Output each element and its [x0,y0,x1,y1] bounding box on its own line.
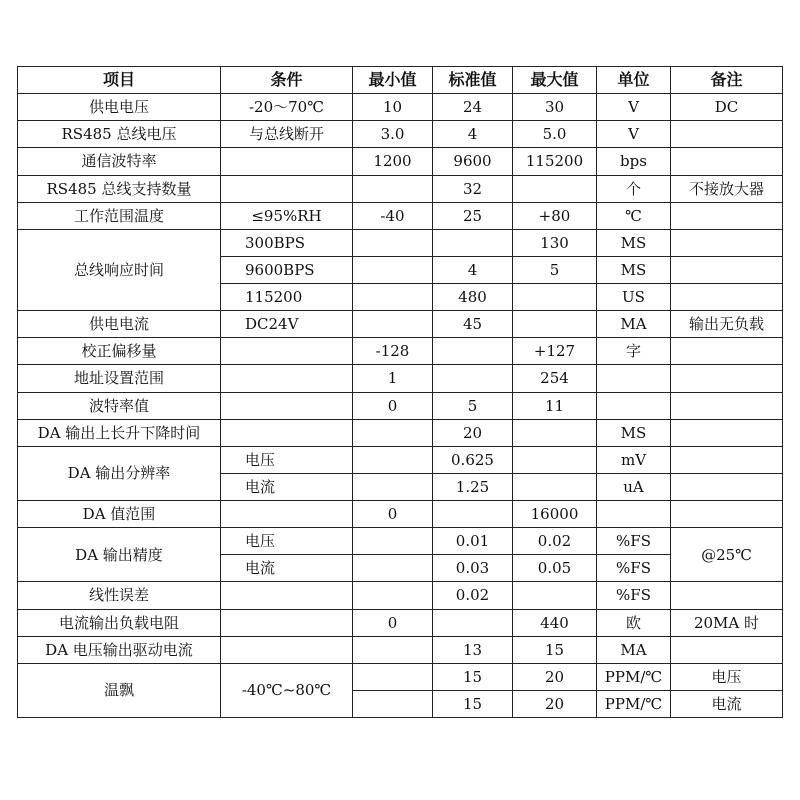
note-cell [671,338,783,365]
condition-cell: 电压 [221,446,353,473]
note-cell: 不接放大器 [671,175,783,202]
unit-cell [597,365,671,392]
item-cell: 波特率值 [18,392,221,419]
note-cell [671,284,783,311]
note-cell [671,419,783,446]
table-row [18,501,783,528]
max-cell [513,175,597,202]
note-cell [671,148,783,175]
note-cell [671,202,783,229]
note-cell [671,582,783,609]
typical-cell: 15 [433,690,513,717]
max-cell: 30 [513,94,597,121]
min-cell [353,284,433,311]
min-cell: 0 [353,501,433,528]
max-cell: 20 [513,663,597,690]
table-row [18,311,783,338]
condition-cell [221,148,353,175]
note-cell [671,473,783,500]
typical-cell: 20 [433,419,513,446]
unit-cell: MS [597,256,671,283]
typical-cell: 480 [433,284,513,311]
note-cell [671,501,783,528]
max-cell: 440 [513,609,597,636]
max-cell: +80 [513,202,597,229]
condition-cell [221,338,353,365]
unit-cell: uA [597,473,671,500]
unit-cell: MA [597,311,671,338]
table-row [18,175,783,202]
typical-cell: 9600 [433,148,513,175]
max-cell: 130 [513,229,597,256]
note-cell: @25℃ [671,528,783,582]
typical-cell: 5 [433,392,513,419]
item-cell: DA 电压输出驱动电流 [18,636,221,663]
condition-cell: 电流 [221,473,353,500]
item-cell: RS485 总线电压 [18,121,221,148]
note-cell [671,636,783,663]
condition-cell: -20～70℃ [221,94,353,121]
typical-cell: 0.01 [433,528,513,555]
table-row [18,663,783,690]
unit-cell: MS [597,419,671,446]
condition-cell [221,636,353,663]
max-cell: 20 [513,690,597,717]
typical-cell: 45 [433,311,513,338]
min-cell [353,582,433,609]
min-cell [353,663,433,690]
item-cell: 温飘 [18,663,221,717]
typical-cell: 24 [433,94,513,121]
min-cell [353,555,433,582]
typical-cell [433,501,513,528]
note-cell: 输出无负载 [671,311,783,338]
item-cell: DA 输出上长升下降时间 [18,419,221,446]
typical-cell: 0.03 [433,555,513,582]
item-cell: DA 值范围 [18,501,221,528]
note-cell [671,256,783,283]
table-row [18,365,783,392]
unit-cell: MS [597,229,671,256]
header-unit: 单位 [597,67,671,94]
min-cell [353,229,433,256]
typical-cell: 0.02 [433,582,513,609]
table-row [18,419,783,446]
item-cell: RS485 总线支持数量 [18,175,221,202]
unit-cell: 字 [597,338,671,365]
unit-cell: MA [597,636,671,663]
table-row [18,229,783,256]
unit-cell: PPM/℃ [597,690,671,717]
typical-cell [433,229,513,256]
table-row [18,636,783,663]
max-cell: 115200 [513,148,597,175]
typical-cell: 13 [433,636,513,663]
condition-cell: 电流 [221,555,353,582]
item-cell: 通信波特率 [18,148,221,175]
typical-cell: 4 [433,121,513,148]
table-row [18,446,783,473]
note-cell [671,229,783,256]
note-cell [671,446,783,473]
condition-cell: 9600BPS [221,256,353,283]
min-cell: -128 [353,338,433,365]
note-cell [671,365,783,392]
unit-cell: 欧 [597,609,671,636]
table-row [18,392,783,419]
item-cell: DA 输出精度 [18,528,221,582]
unit-cell: %FS [597,582,671,609]
header-note: 备注 [671,67,783,94]
condition-cell [221,609,353,636]
note-cell: DC [671,94,783,121]
table-row [18,338,783,365]
max-cell: 5 [513,256,597,283]
max-cell: 5.0 [513,121,597,148]
typical-cell: 15 [433,663,513,690]
unit-cell: V [597,94,671,121]
unit-cell: V [597,121,671,148]
max-cell [513,582,597,609]
condition-cell [221,365,353,392]
max-cell [513,284,597,311]
item-cell: 电流输出负载电阻 [18,609,221,636]
max-cell [513,446,597,473]
typical-cell: 1.25 [433,473,513,500]
note-cell [671,121,783,148]
min-cell [353,311,433,338]
min-cell: 0 [353,609,433,636]
typical-cell: 4 [433,256,513,283]
condition-cell: ≤95%RH [221,202,353,229]
header-typical: 标准值 [433,67,513,94]
min-cell: 1 [353,365,433,392]
item-cell: 供电电流 [18,311,221,338]
table-row [18,202,783,229]
item-cell: 地址设置范围 [18,365,221,392]
condition-cell [221,501,353,528]
condition-cell: -40℃~80℃ [221,663,353,717]
min-cell [353,473,433,500]
note-cell: 20MA 时 [671,609,783,636]
typical-cell [433,609,513,636]
condition-cell [221,175,353,202]
min-cell: 3.0 [353,121,433,148]
table-row [18,148,783,175]
unit-cell [597,501,671,528]
max-cell [513,473,597,500]
max-cell: 0.05 [513,555,597,582]
table-row [18,121,783,148]
min-cell: 0 [353,392,433,419]
unit-cell: US [597,284,671,311]
unit-cell: %FS [597,555,671,582]
min-cell [353,690,433,717]
unit-cell: PPM/℃ [597,663,671,690]
min-cell: 10 [353,94,433,121]
item-cell: 供电电压 [18,94,221,121]
max-cell: 16000 [513,501,597,528]
max-cell: 0.02 [513,528,597,555]
max-cell [513,419,597,446]
condition-cell [221,392,353,419]
unit-cell: 个 [597,175,671,202]
typical-cell: 0.625 [433,446,513,473]
unit-cell: ℃ [597,202,671,229]
min-cell [353,419,433,446]
unit-cell: %FS [597,528,671,555]
note-cell: 电压 [671,663,783,690]
table-row [18,528,783,555]
max-cell: 254 [513,365,597,392]
header-min: 最小值 [353,67,433,94]
item-cell: 线性误差 [18,582,221,609]
min-cell [353,528,433,555]
header-row [18,67,783,94]
unit-cell [597,392,671,419]
condition-cell: 115200 [221,284,353,311]
min-cell [353,636,433,663]
min-cell: -40 [353,202,433,229]
header-condition: 条件 [221,67,353,94]
item-cell: 工作范围温度 [18,202,221,229]
min-cell: 1200 [353,148,433,175]
max-cell: +127 [513,338,597,365]
condition-cell [221,582,353,609]
max-cell [513,311,597,338]
table-row [18,609,783,636]
header-item: 项目 [18,67,221,94]
unit-cell: mV [597,446,671,473]
typical-cell [433,365,513,392]
item-cell: 校正偏移量 [18,338,221,365]
spec-table [17,66,783,718]
condition-cell: 与总线断开 [221,121,353,148]
item-cell: DA 输出分辨率 [18,446,221,500]
condition-cell [221,419,353,446]
table-row [18,94,783,121]
unit-cell: bps [597,148,671,175]
typical-cell [433,338,513,365]
note-cell [671,392,783,419]
table-row [18,582,783,609]
condition-cell: 300BPS [221,229,353,256]
item-cell: 总线响应时间 [18,229,221,310]
min-cell [353,446,433,473]
typical-cell: 32 [433,175,513,202]
typical-cell: 25 [433,202,513,229]
condition-cell: DC24V [221,311,353,338]
min-cell [353,256,433,283]
max-cell: 11 [513,392,597,419]
note-cell: 电流 [671,690,783,717]
header-max: 最大值 [513,67,597,94]
max-cell: 15 [513,636,597,663]
condition-cell: 电压 [221,528,353,555]
min-cell [353,175,433,202]
